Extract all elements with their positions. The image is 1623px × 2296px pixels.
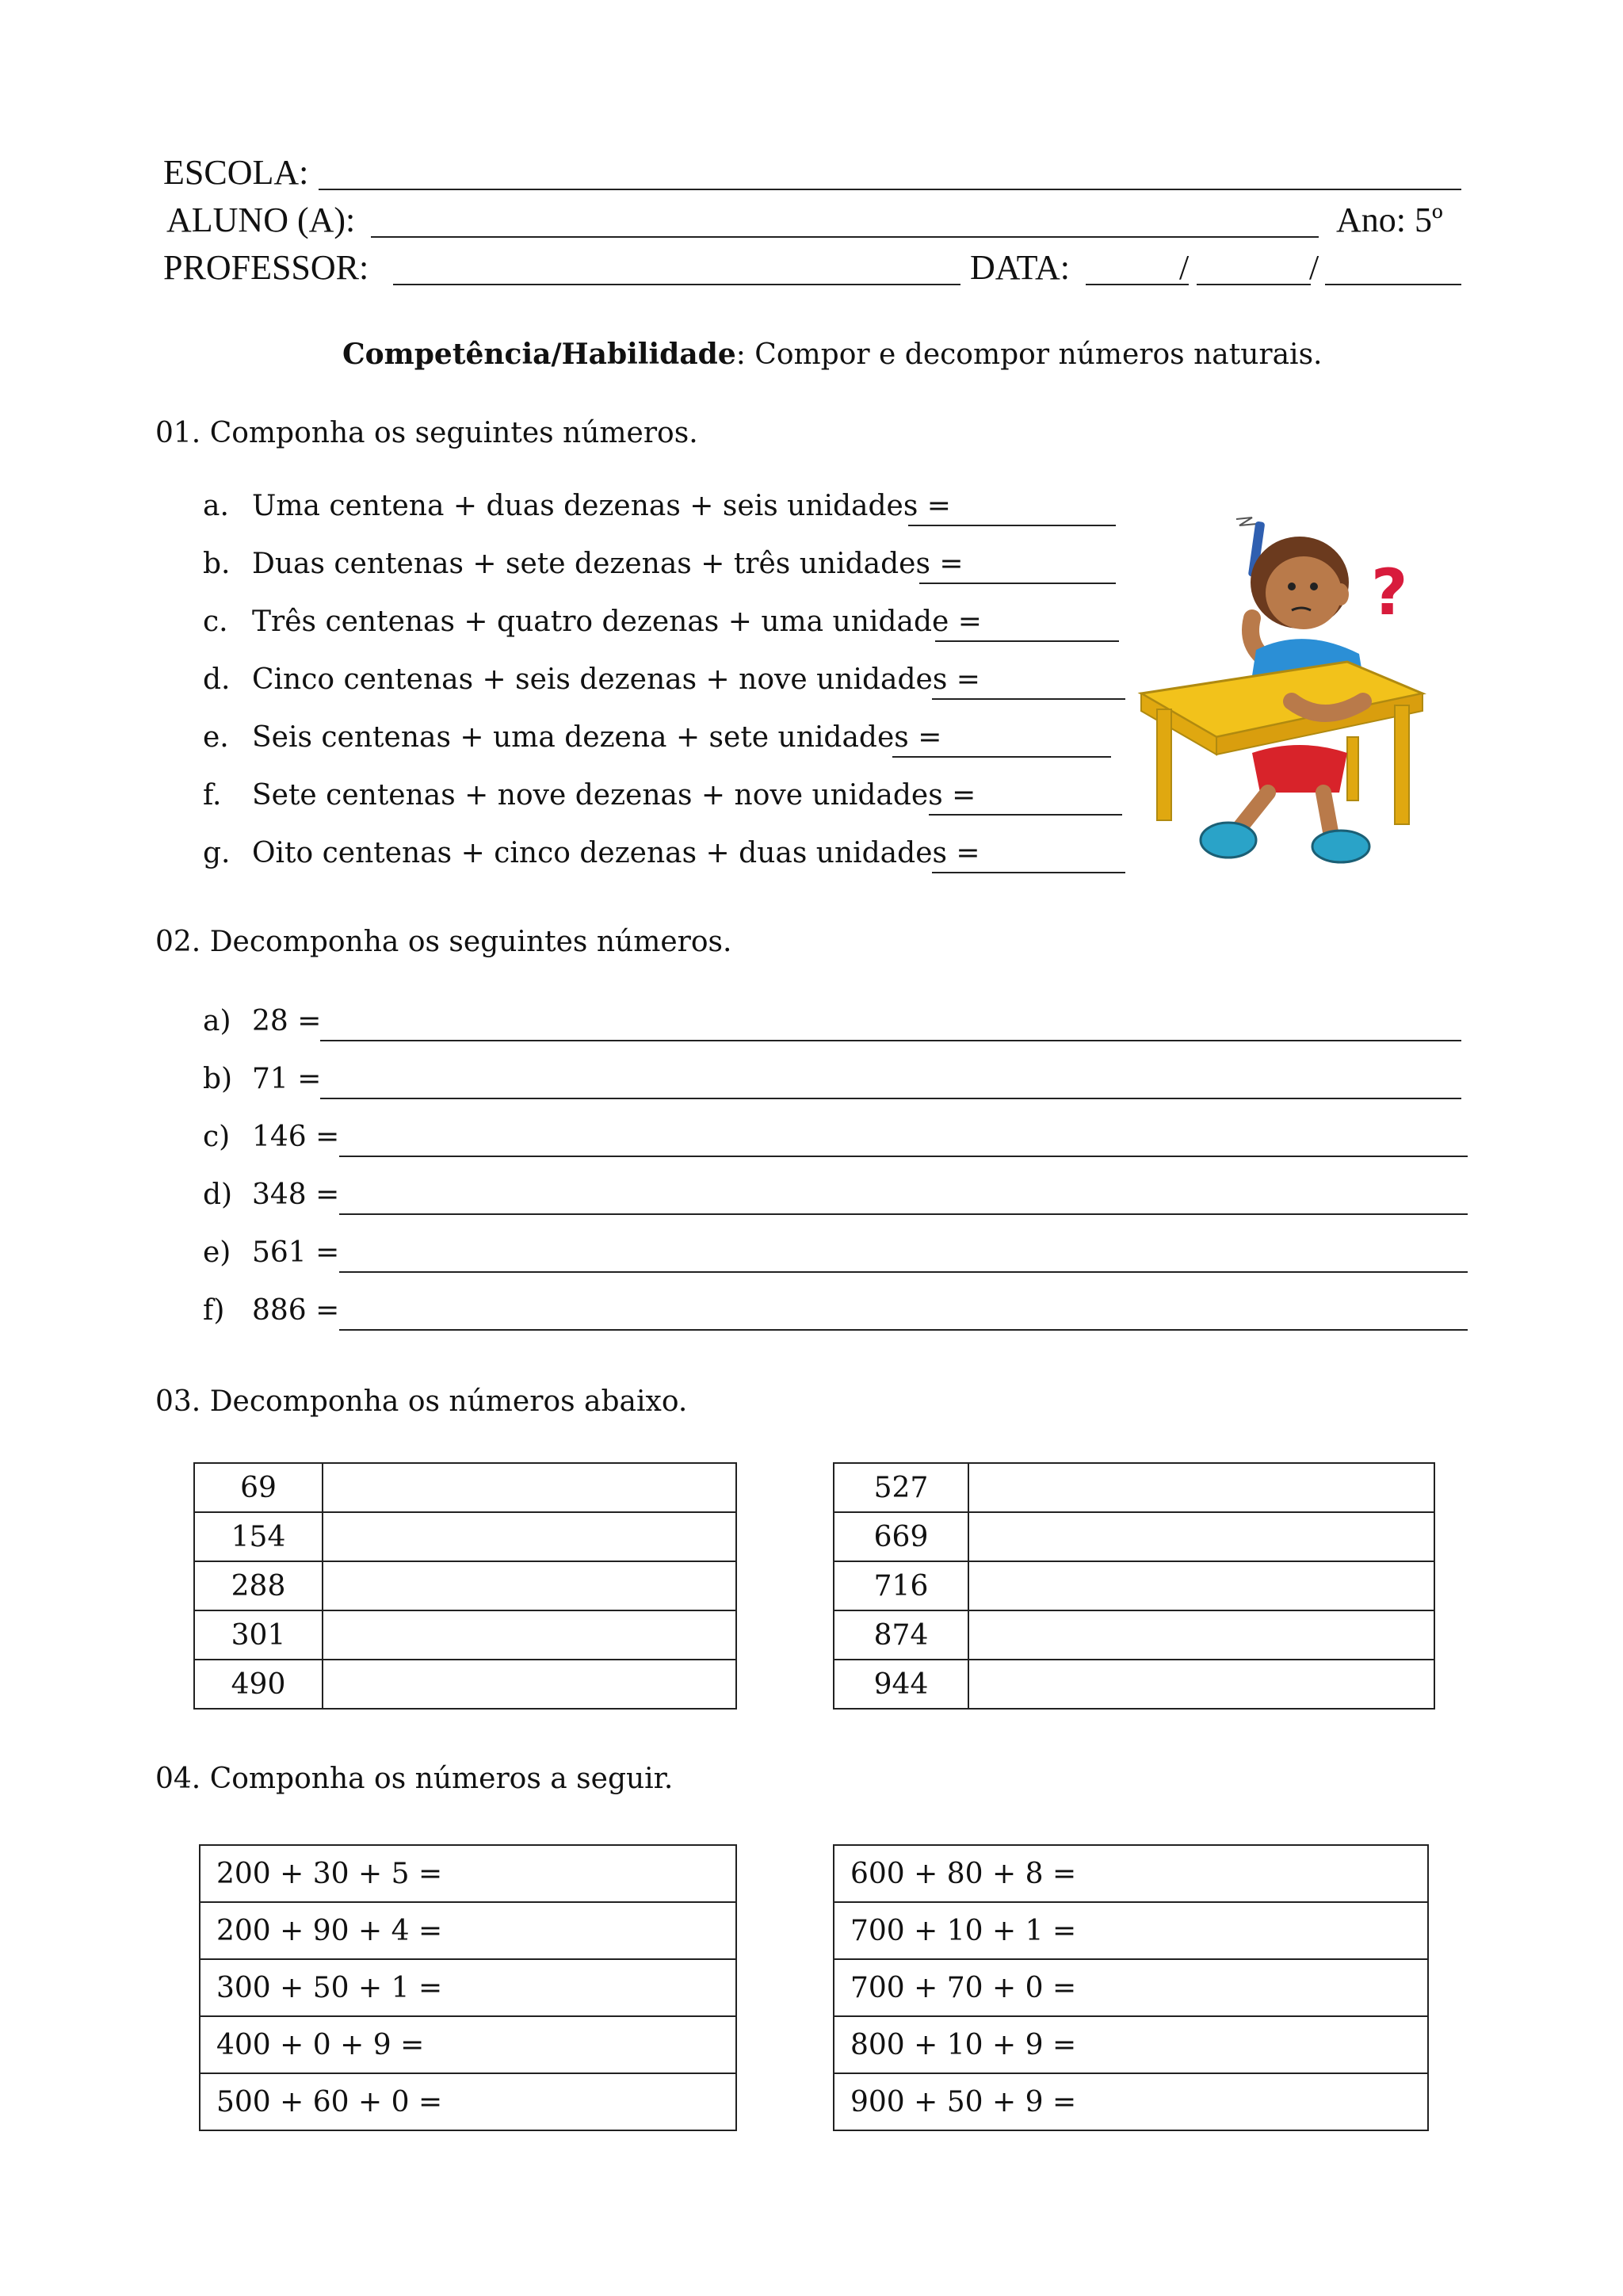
answer-field[interactable] bbox=[339, 1156, 1468, 1157]
list-item: f) 886 = bbox=[203, 1294, 340, 1327]
table-row: 69 bbox=[194, 1463, 736, 1512]
table-row: 700 + 70 + 0 = bbox=[834, 1959, 1428, 2016]
list-item: d) 348 = bbox=[203, 1179, 340, 1211]
answer-cell[interactable] bbox=[323, 1610, 736, 1660]
school-label: ESCOLA: bbox=[163, 153, 309, 192]
answer-field[interactable] bbox=[935, 640, 1119, 642]
question-mark-icon: ? bbox=[1371, 556, 1408, 629]
answer-cell[interactable] bbox=[968, 1610, 1434, 1660]
list-item: c) 146 = bbox=[203, 1121, 340, 1153]
list-item: e. Seis centenas + uma dezena + sete unidades = bbox=[203, 721, 942, 754]
school-field[interactable] bbox=[319, 189, 1461, 190]
answer-field[interactable] bbox=[892, 756, 1111, 758]
q2-title: 02. Decomponha os seguintes números. bbox=[155, 926, 732, 958]
answer-cell[interactable] bbox=[968, 1512, 1434, 1561]
answer-cell[interactable] bbox=[968, 1463, 1434, 1512]
competence-line bbox=[342, 338, 1323, 371]
answer-field[interactable] bbox=[908, 525, 1116, 526]
table-row: 300 + 50 + 1 = bbox=[200, 1959, 736, 2016]
q3-left-table bbox=[193, 1462, 737, 1710]
answer-field[interactable] bbox=[339, 1329, 1468, 1331]
table-row: 200 + 90 + 4 = bbox=[200, 1902, 736, 1959]
date-label: DATA: bbox=[970, 248, 1071, 287]
answer-cell[interactable] bbox=[323, 1660, 736, 1709]
list-item: f. Sete centenas + nove dezenas + nove unidades = bbox=[203, 779, 976, 812]
answer-field[interactable] bbox=[929, 814, 1122, 816]
answer-cell[interactable] bbox=[968, 1561, 1434, 1610]
table-row: 200 + 30 + 5 = bbox=[200, 1845, 736, 1902]
table-row: 669 bbox=[834, 1512, 1434, 1561]
table-row: 700 + 10 + 1 = bbox=[834, 1902, 1428, 1959]
list-item: b) 71 = bbox=[203, 1063, 322, 1095]
answer-cell[interactable] bbox=[323, 1463, 736, 1512]
table-row: 874 bbox=[834, 1610, 1434, 1660]
answer-field[interactable] bbox=[339, 1271, 1468, 1273]
list-item: b. Duas centenas + sete dezenas + três unidades = bbox=[203, 548, 964, 580]
answer-field[interactable] bbox=[339, 1213, 1468, 1215]
list-item: a) 28 = bbox=[203, 1005, 322, 1037]
table-row: 716 bbox=[834, 1561, 1434, 1610]
table-row: 288 bbox=[194, 1561, 736, 1610]
date-day-field[interactable] bbox=[1086, 284, 1189, 285]
teacher-label: PROFESSOR: bbox=[163, 248, 369, 287]
competence-text: : Compor e decompor números naturais. bbox=[735, 338, 1323, 371]
list-item: d. Cinco centenas + seis dezenas + nove unidades = bbox=[203, 663, 980, 696]
table-row: 900 + 50 + 9 = bbox=[834, 2073, 1428, 2130]
q3-title: 03. Decomponha os números abaixo. bbox=[155, 1385, 688, 1418]
table-row: 490 bbox=[194, 1660, 736, 1709]
date-separator: / bbox=[1179, 248, 1190, 287]
teacher-field[interactable] bbox=[393, 284, 960, 285]
date-year-field[interactable] bbox=[1325, 284, 1461, 285]
list-item: e) 561 = bbox=[203, 1236, 340, 1269]
date-separator: / bbox=[1309, 248, 1319, 287]
answer-field[interactable] bbox=[919, 583, 1116, 584]
table-row: 400 + 0 + 9 = bbox=[200, 2016, 736, 2073]
date-month-field[interactable] bbox=[1197, 284, 1311, 285]
list-item: g. Oito centenas + cinco dezenas + duas unidades = bbox=[203, 837, 980, 869]
q3-right-table bbox=[833, 1462, 1435, 1710]
year-label: Ano: 5º bbox=[1336, 201, 1443, 239]
student-label: ALUNO (A): bbox=[166, 201, 356, 239]
table-row: 500 + 60 + 0 = bbox=[200, 2073, 736, 2130]
answer-field[interactable] bbox=[932, 872, 1125, 873]
list-item: c. Três centenas + quatro dezenas + uma unidade = bbox=[203, 606, 982, 638]
table-row: 527 bbox=[834, 1463, 1434, 1512]
answer-cell[interactable] bbox=[968, 1660, 1434, 1709]
table-row: 154 bbox=[194, 1512, 736, 1561]
q4-right-table bbox=[833, 1844, 1429, 2131]
answer-field[interactable] bbox=[932, 698, 1125, 700]
table-row: 800 + 10 + 9 = bbox=[834, 2016, 1428, 2073]
answer-cell[interactable] bbox=[323, 1512, 736, 1561]
q4-title: 04. Componha os números a seguir. bbox=[155, 1763, 674, 1795]
answer-field[interactable] bbox=[320, 1040, 1461, 1041]
answer-cell[interactable] bbox=[323, 1561, 736, 1610]
thinking-student-illustration bbox=[1133, 499, 1450, 872]
list-item: a. Uma centena + duas dezenas + seis unidades = bbox=[203, 490, 951, 522]
q4-left-table bbox=[199, 1844, 737, 2131]
q1-title: 01. Componha os seguintes números. bbox=[155, 417, 698, 449]
table-row: 600 + 80 + 8 = bbox=[834, 1845, 1428, 1902]
student-field[interactable] bbox=[371, 236, 1319, 238]
table-row: 944 bbox=[834, 1660, 1434, 1709]
answer-field[interactable] bbox=[320, 1098, 1461, 1099]
table-row: 301 bbox=[194, 1610, 736, 1660]
competence-label: Competência/Habilidade bbox=[342, 338, 736, 371]
